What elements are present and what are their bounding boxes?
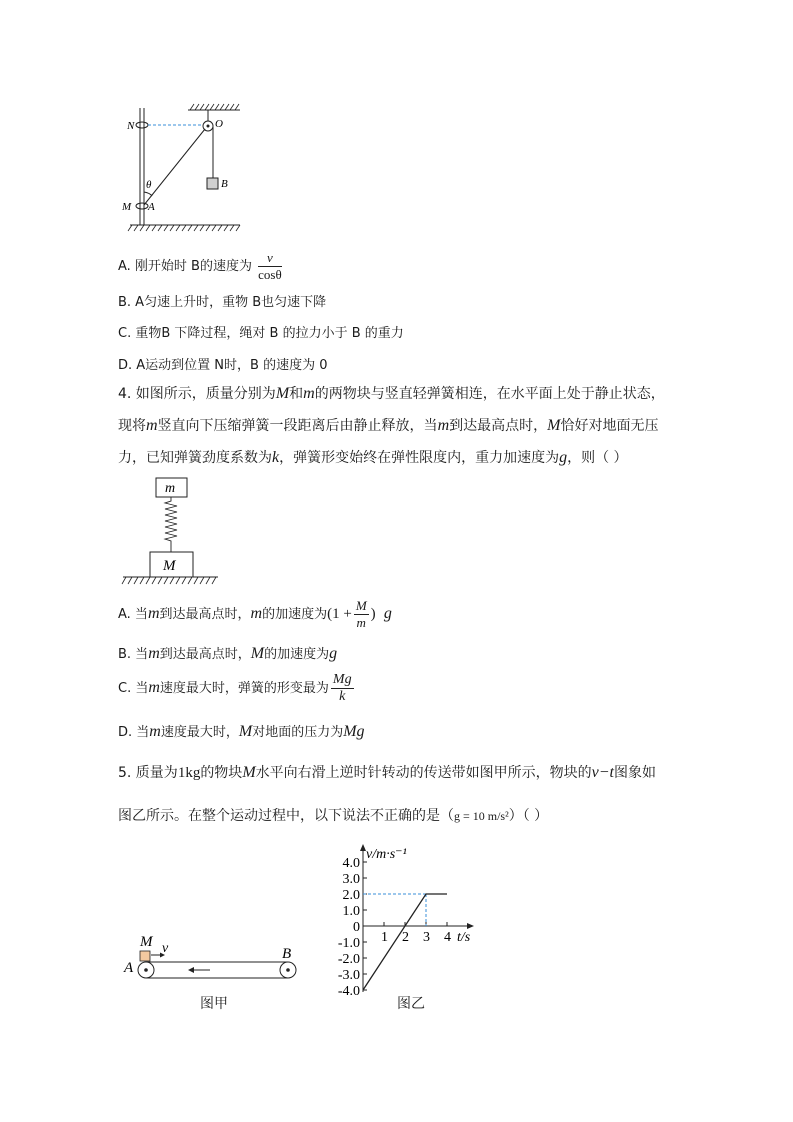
x-tick-label: 4 (444, 930, 451, 945)
y-tick-label: 0 (353, 920, 360, 935)
y-tick-label: 2.0 (342, 888, 360, 903)
q4-option-c: C. 当m速度最大时，弹簧的形变最为 $\frac{Mg}{k}$ (118, 672, 352, 704)
x-axis-label: t/s (457, 930, 471, 945)
q4-option-b: B. 当m到达最高点时，M的加速度为g (118, 645, 338, 662)
q4-stem-line1: 4. 如图所示，质量分别为M和m的两物块与竖直轻弹簧相连，在水平面上处于静止状态， (118, 385, 665, 402)
q3-option-a (118, 250, 284, 283)
x-tick-label: 1 (381, 930, 388, 945)
belt-label-v: v (162, 941, 169, 956)
label-M: M (122, 201, 132, 213)
fraction-M-over-m: $\frac{M}{m}$ (355, 598, 367, 630)
label-theta: θ (146, 179, 152, 191)
y-axis-label: v/m·s⁻¹ (366, 847, 407, 862)
x-tick-label: 2 (402, 930, 409, 945)
x-axis-arrow (467, 923, 474, 929)
belt-label-A: A (124, 960, 134, 976)
y-tick-label: -1.0 (337, 936, 360, 951)
y-tick-label: 3.0 (342, 872, 360, 887)
label-O: O (215, 118, 223, 130)
y-tick-label: -3.0 (337, 968, 360, 983)
caption-jia: 图甲 (200, 996, 228, 1012)
q3-option-d: D. A运动到位置 N时，B 的速度为 0 (118, 358, 328, 373)
y-tick-label: -2.0 (337, 952, 360, 967)
q4-stem-line3: 力，已知弹簧劲度系数为k，弹簧形变始终在弹性限度内，重力加速度为g，则（ ） (118, 449, 628, 466)
vt-chart (320, 840, 490, 1000)
block-m-label: m (165, 481, 176, 496)
q3-option-c: C. 重物B 下降过程，绳对 B 的拉力小于 B 的重力 (118, 326, 404, 341)
q5-stem-line2: 图乙所示。在整个运动过程中，以下说法不正确的是（g = 10 m/s²）（ ） (118, 808, 549, 824)
fraction-v-over-cos: $\frac{v}{\cos\theta}$ (258, 250, 282, 282)
figure-pulley-system (110, 100, 260, 235)
q4-option-d: D. 当m速度最大时，M对地面的压力为Mg (118, 723, 365, 740)
figure-conveyor-belt (118, 930, 308, 990)
label-N: N (127, 120, 135, 132)
figure-spring-blocks (118, 474, 223, 592)
q4-stem-line2: 现将m竖直向下压缩弹簧一段距离后由静止释放，当m到达最高点时，M恰好对地面无压 (118, 417, 659, 434)
y-tick-label: 4.0 (342, 856, 360, 871)
q4-option-a: A. 当m到达最高点时，m的加速度为(1 + $\frac{M}{m}$ ) g (118, 598, 392, 630)
belt-label-B: B (282, 946, 292, 962)
y-tick-label: -4.0 (337, 984, 360, 999)
y-tick-label: 1.0 (342, 904, 360, 919)
q3-option-b: B. A匀速上升时，重物 B也匀速下降 (118, 295, 327, 310)
x-tick-label: 3 (423, 930, 430, 945)
label-A: A (148, 201, 155, 213)
q5-stem-line1: 5. 质量为1kg的物块M水平向右滑上逆时针转动的传送带如图甲所示，物块的v−t图象如 (118, 764, 656, 781)
caption-yi: 图乙 (397, 996, 425, 1012)
label-B: B (221, 178, 228, 190)
fraction-Mg-over-k: $\frac{Mg}{k}$ (332, 672, 352, 704)
q3-option-a-text: A. 刚开始时 B的速度为 (118, 259, 252, 274)
block-M-label: M (163, 558, 176, 574)
belt-label-M: M (140, 934, 153, 950)
